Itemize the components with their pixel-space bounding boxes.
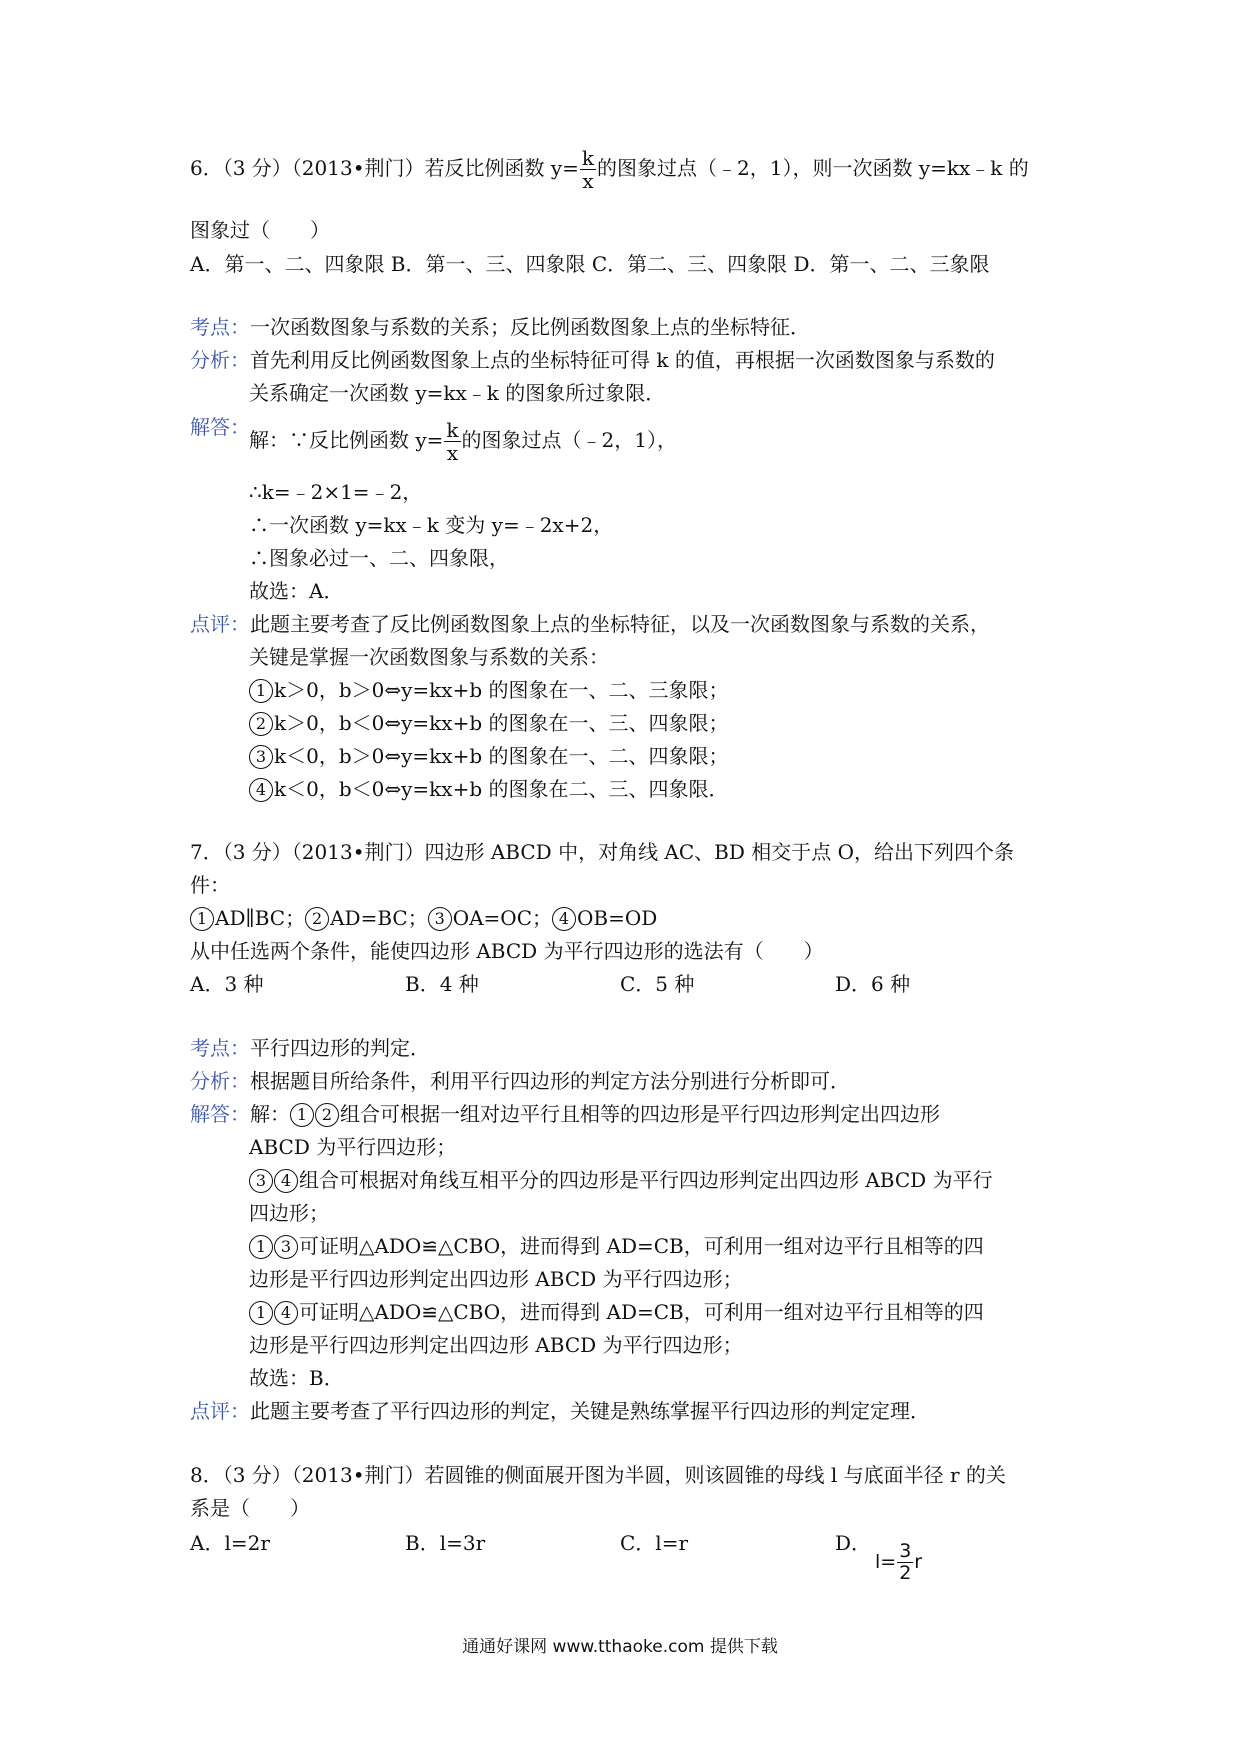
q6-jieda-line5: 故选：A． [249, 579, 344, 603]
q8-stem-line2: 系是（ ） [190, 1496, 310, 1520]
q7-option-a: A．3 种 [190, 972, 264, 996]
q6-rule-2: 2 k＞0，b＜0⇔y=kx+b 的图象在一、三、四象限； [249, 709, 729, 737]
q6-options: A．第一、二、四象限 B．第一、三、四象限 C．第二、三、四象限 D．第一、二、三象限 [190, 252, 990, 276]
q7-stem-line3: 从中任选两个条件，能使四边形 ABCD 为平行四边形的选法有（ ） [190, 939, 824, 963]
q7-jieda-line9: 故选：B． [249, 1366, 344, 1390]
circled-number: 4 [274, 1169, 298, 1193]
circled-number: 1 [190, 907, 214, 931]
q6-dianping: 点评：此题主要考查了反比例函数图象上点的坐标特征，以及一次函数图象与系数的关系， [190, 612, 990, 636]
q7-jieda-line8: 边形是平行四边形判定出四边形 ABCD 为平行四边形； [249, 1333, 743, 1357]
q7-jieda-line1: 解答：解： 1 2 组合可根据一组对边平行且相等的四边形是平行四边形判定出四边形 [190, 1102, 940, 1126]
fraction-k-over-x: $\frac{k}{x}$ [446, 418, 459, 465]
circled-number: 2 [305, 907, 329, 931]
q7-jieda-line3: 3 4 组合可根据对角线互相平分的四边形是平行四边形判定出四边形 ABCD 为平行 [249, 1166, 993, 1194]
circled-number: 1 [249, 1301, 273, 1325]
dianping-label: 点评： [190, 1399, 250, 1423]
circled-number: 1 [249, 1235, 273, 1259]
jieda-label: 解答： [190, 1102, 250, 1126]
q7-jieda-line2: ABCD 为平行四边形； [249, 1135, 457, 1159]
q6-jieda-line2: ∴k=﹣2×1=﹣2， [249, 480, 423, 504]
q7-stem-line2: 件： [190, 873, 230, 897]
fenxi-label: 分析： [190, 1069, 250, 1093]
q6-stem-line1: 6．（3 分）（2013•荆门）若反比例函数 y= $\frac{k}{x}$ 的图象过点（﹣2，1），则一次函数 y=kx﹣k 的 [190, 146, 1029, 193]
q8-option-a: A．l=2r [190, 1531, 270, 1555]
q6-jieda-line4: ∴图象必过一、二、四象限， [249, 546, 509, 570]
circled-number: 2 [249, 712, 273, 736]
q7-dianping: 点评：此题主要考查了平行四边形的判定，关键是熟练掌握平行四边形的判定定理． [190, 1399, 930, 1423]
q6-kaodian: 考点：一次函数图象与系数的关系；反比例函数图象上点的坐标特征． [190, 315, 810, 339]
q6-jieda-line3: ∴一次函数 y=kx﹣k 变为 y=﹣2x+2， [249, 513, 614, 537]
q8-option-d-formula: l= $\frac{3}{2}$ r [875, 1540, 923, 1584]
circled-number: 3 [249, 745, 273, 769]
q7-kaodian: 考点：平行四边形的判定． [190, 1036, 430, 1060]
q8-option-b: B．l=3r [405, 1531, 486, 1555]
kaodian-label: 考点： [190, 315, 250, 339]
q6-dianping-line2: 关键是掌握一次函数图象与系数的关系： [249, 645, 609, 669]
q7-jieda-line5: 1 3 可证明△ADO≌△CBO，进而得到 AD=CB，可利用一组对边平行且相等的四 [249, 1232, 984, 1260]
fraction-3-over-2: $\frac{3}{2}$ [899, 1540, 912, 1584]
q6-rule-4: 4 k＜0，b＜0⇔y=kx+b 的图象在二、三、四象限． [249, 775, 729, 803]
q7-option-b: B．4 种 [405, 972, 479, 996]
circled-number: 1 [249, 679, 273, 703]
circled-number: 4 [552, 907, 576, 931]
fenxi-label: 分析： [190, 348, 250, 372]
circled-number: 3 [274, 1235, 298, 1259]
kaodian-label: 考点： [190, 1036, 250, 1060]
circled-number: 3 [249, 1169, 273, 1193]
q6-rule-3: 3 k＜0，b＞0⇔y=kx+b 的图象在一、二、四象限； [249, 742, 729, 770]
circled-number: 4 [249, 778, 273, 802]
circled-number: 3 [428, 907, 452, 931]
q6-jieda-line1: 解：∵反比例函数 y= $\frac{k}{x}$ 的图象过点（﹣2，1）， [249, 418, 677, 465]
circled-number: 2 [315, 1103, 339, 1127]
q7-fenxi: 分析：根据题目所给条件，利用平行四边形的判定方法分别进行分析即可． [190, 1069, 850, 1093]
q8-option-c: C．l=r [620, 1531, 689, 1555]
q7-jieda-line4: 四边形； [249, 1201, 329, 1225]
q6-jieda-label: 解答： [190, 415, 250, 439]
q6-rule-1: 1 k＞0，b＞0⇔y=kx+b 的图象在一、二、三象限； [249, 676, 729, 704]
footer-download-note: 通通好课网 www.tthaoke.com 提供下载 [462, 1637, 778, 1657]
q7-jieda-line6: 边形是平行四边形判定出四边形 ABCD 为平行四边形； [249, 1267, 743, 1291]
q7-conditions: 1 AD∥BC； 2 AD=BC； 3 OA=OC； 4 OB=OD [190, 904, 657, 932]
q6-fenxi-line2: 关系确定一次函数 y=kx﹣k 的图象所过象限． [249, 381, 666, 405]
q6-fenxi: 分析：首先利用反比例函数图象上点的坐标特征可得 k 的值，再根据一次函数图象与系数的 [190, 348, 995, 372]
circled-number: 4 [274, 1301, 298, 1325]
q7-stem-line1: 7．（3 分）（2013•荆门）四边形 ABCD 中，对角线 AC、BD 相交于点 O，给出下列四个条 [190, 840, 1015, 864]
q8-option-d: D． [835, 1531, 872, 1555]
circled-number: 1 [290, 1103, 314, 1127]
q6-stem-line2: 图象过（ ） [190, 218, 330, 242]
dianping-label: 点评： [190, 612, 250, 636]
q7-option-c: C．5 种 [620, 972, 695, 996]
q7-jieda-line7: 1 4 可证明△ADO≌△CBO，进而得到 AD=CB，可利用一组对边平行且相等的四 [249, 1298, 984, 1326]
fraction-k-over-x: $\frac{k}{x}$ [581, 146, 595, 193]
q8-stem-line1: 8．（3 分）（2013•荆门）若圆锥的侧面展开图为半圆，则该圆锥的母线 l 与底面半径 r 的关 [190, 1463, 1006, 1487]
q7-option-d: D．6 种 [835, 972, 911, 996]
